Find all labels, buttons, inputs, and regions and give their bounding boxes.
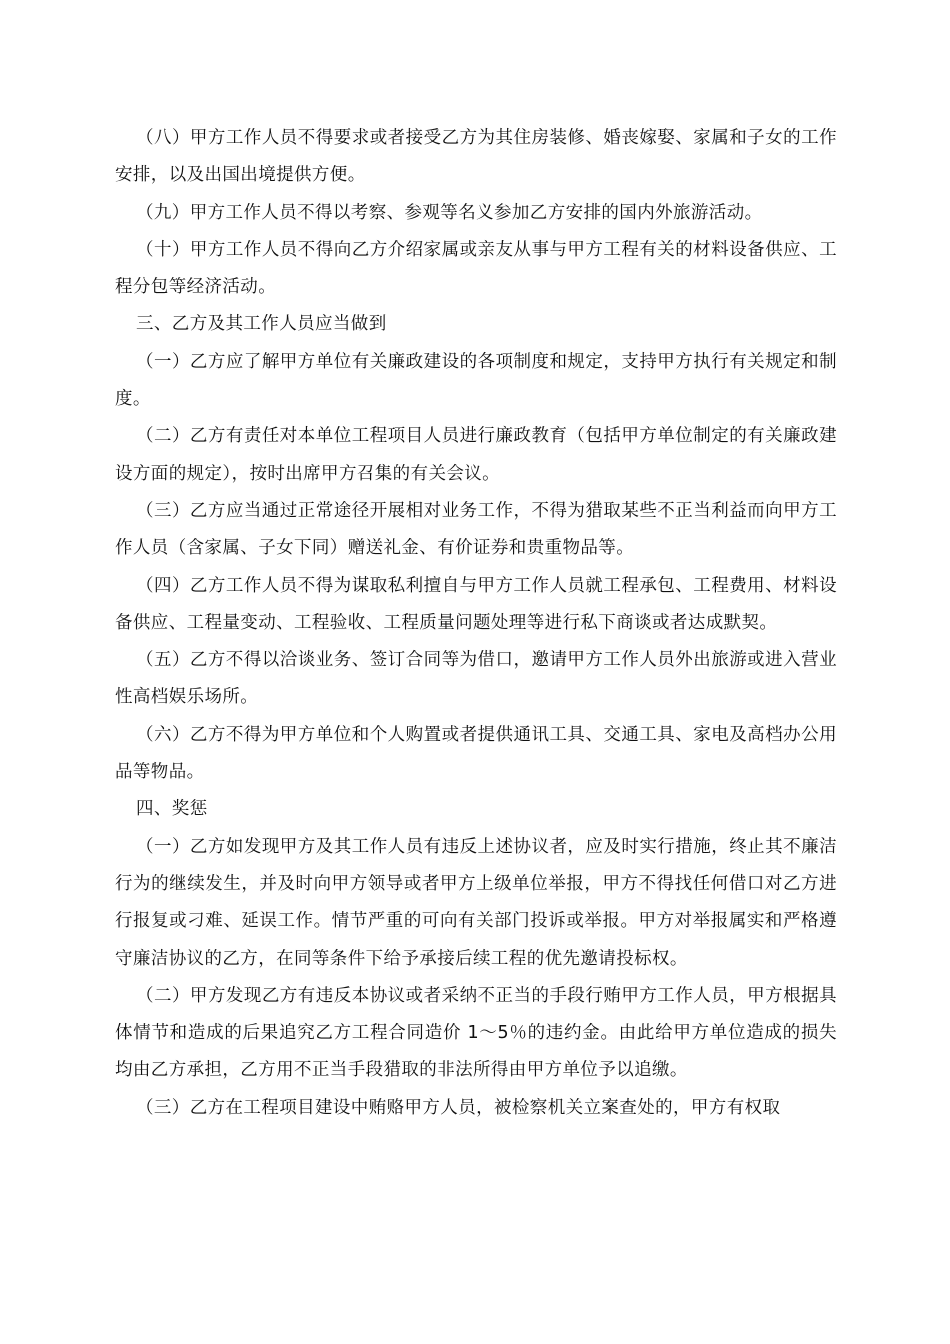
- paragraph-9-travel: （九）甲方工作人员不得以考察、参观等名义参加乙方安排的国内外旅游活动。: [136, 202, 763, 223]
- paragraph-r2-penalty: （二）甲方发现乙方有违反本协议或者采纳不正当的手段行贿甲方工作人员，甲方根据具体情节和造成的后果追究乙方工程合同造价 1～5％的违约金。由此给甲方单位造成的损失均由乙方承担，乙方用不正当手段猎取的非法所得由甲方单位予以追缴。: [115, 985, 837, 1081]
- section-heading-party-b-duties: 三、乙方及其工作人员应当做到: [136, 314, 387, 335]
- paragraph-10-relatives: （十）甲方工作人员不得向乙方介绍家属或亲友从事与甲方工程有关的材料设备供应、工程分包等经济活动。: [115, 239, 837, 298]
- paragraph-r3-bribery: （三）乙方在工程项目建设中贿赂甲方人员，被检察机关立案查处的，甲方有权取: [136, 1097, 781, 1118]
- paragraph-b2-education: （二）乙方有责任对本单位工程项目人员进行廉政教育（包括甲方单位制定的有关廉政建设方面的规定），按时出席甲方召集的有关会议。: [115, 426, 837, 484]
- paragraph-b5-no-entertainment: （五）乙方不得以洽谈业务、签订合同等为借口，邀请甲方工作人员外出旅游或进入营业性高档娱乐场所。: [115, 650, 837, 708]
- paragraph-b6-no-equipment: （六）乙方不得为甲方单位和个人购置或者提供通讯工具、交通工具、家电及高档办公用品等物品。: [115, 724, 837, 783]
- paragraph-b4-no-private-deals: （四）乙方工作人员不得为谋取私利擅自与甲方工作人员就工程承包、工程费用、材料设备供应、工程量变动、工程验收、工程质量问题处理等进行私下商谈或者达成默契。: [115, 575, 837, 633]
- paragraph-8-housing-favors: （八）甲方工作人员不得要求或者接受乙方为其住房装修、婚丧嫁娶、家属和子女的工作安排，以及出国出境提供方便。: [115, 128, 837, 186]
- paragraph-b3-no-gifts: （三）乙方应当通过正常途径开展相对业务工作，不得为猎取某些不正当利益而向甲方工作人员（含家属、子女下同）赠送礼金、有价证券和贵重物品等。: [115, 500, 837, 559]
- paragraph-r1-reporting: （一）乙方如发现甲方及其工作人员有违反上述协议者，应及时实行措施，终止其不廉洁行为的继续发生，并及时向甲方领导或者甲方上级单位举报，甲方不得找任何借口对乙方进行报复或刁难、延误工作。情节严重的可向有关部门投诉或举报。甲方对举报属实和严格遵守廉洁协议的乙方，在同等条件下给予承接后续工程的优先邀请投标权。: [115, 836, 837, 969]
- section-heading-rewards-penalties: 四、奖惩: [136, 799, 208, 820]
- document-body: [115, 120, 837, 1127]
- paragraph-b1-understand-rules: （一）乙方应了解甲方单位有关廉政建设的各项制度和规定，支持甲方执行有关规定和制度。: [115, 351, 837, 410]
